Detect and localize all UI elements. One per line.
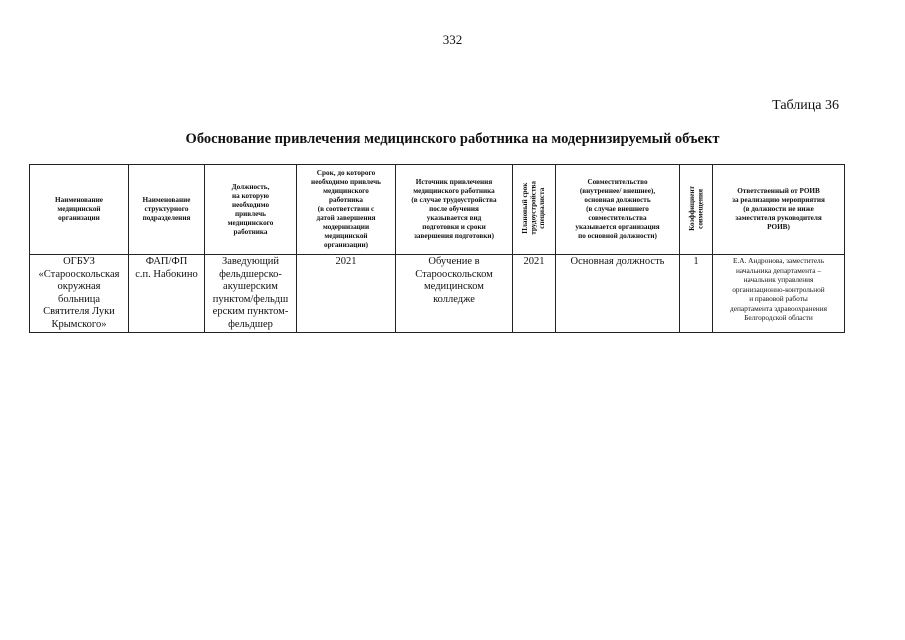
cell-deadline: 2021 [297,255,396,333]
table-header-row [30,165,845,255]
header-combination: Совместительство (внутреннее/ внешнее), основная должность (в случае внешнего совместительства указывается организация по основной должности) [556,165,680,255]
header-subdivision: Наименование структурного подразделения [129,165,205,255]
header-organization: Наименование медицинской организации [30,165,129,255]
header-planned-date-text: Плановый срок трудоустройства специалиста [521,181,547,235]
table-row [30,255,845,333]
cell-combination: Основная должность [556,255,680,333]
document-title: Обоснование привлечения медицинского работника на модернизируемый объект [185,131,720,147]
header-coefficient-text: Коэффициент совмещения [687,185,704,231]
page-number: 332 [442,32,463,47]
cell-source: Обучение в Старооскольском медицинском колледже [396,255,513,333]
justification-table [29,164,845,333]
header-source: Источник привлечения медицинского работника (в случае трудоустройства после обучения указывается вид подготовки и сроки завершения подготовки) [396,165,513,255]
header-responsible: Ответственный от РОИВ за реализацию мероприятия (в должности не ниже заместителя руководителя РОИВ) [713,165,845,255]
cell-planned-date: 2021 [513,255,556,333]
cell-subdivision: ФАП/ФП с.п. Набокино [129,255,205,333]
cell-coefficient: 1 [680,255,713,333]
table-label: Таблица 36 [772,98,839,113]
header-coefficient [680,165,713,255]
cell-responsible: Е.А. Андронова, заместитель начальника департамента – начальник управления организационно-контрольной и правовой работы департамента здравоохранения Белгородской области [713,255,845,333]
cell-position: Заведующий фельдшерско- акушерским пунктом/фельдш ерским пунктом- фельдшер [205,255,297,333]
header-deadline: Срок, до которого необходимо привлечь медицинского работника (в соответствии с датой завершения модернизации медицинской организации) [297,165,396,255]
header-planned-date [513,165,556,255]
cell-organization: ОГБУЗ «Старооскольская окружная больница Святителя Луки Крымского» [30,255,129,333]
header-position: Должность, на которую необходимо привлечь медицинского работника [205,165,297,255]
